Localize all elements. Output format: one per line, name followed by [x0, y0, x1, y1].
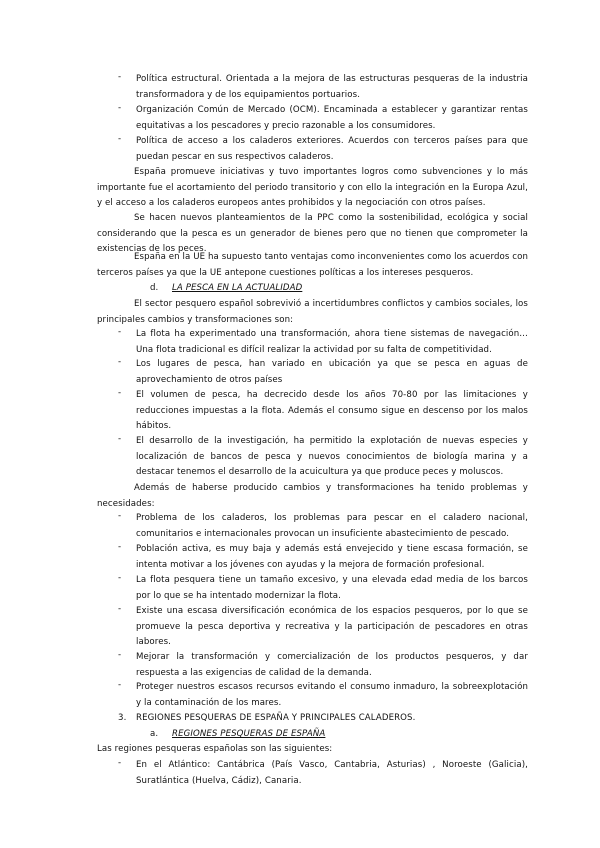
list-item: Problema de los caladeros, los problemas para pescar en el caladero nacional, comunitarios e internacionales provocan un insuficiente abastecimiento de pescado.	[136, 513, 528, 539]
list-item: Población activa, es muy baja y además está envejecido y tiene escasa formación, se intenta motivar a los jóvenes con ayudas y la mejora de formación profesional.	[136, 544, 528, 570]
list-item: El volumen de pesca, ha decrecido desde los años 70-80 por las limitaciones y reducciones impuestas a la flota. Además el consumo sigue en descenso por los malos hábitos.	[136, 390, 528, 431]
paragraph: Se hacen nuevos planteamientos de la PPC como la sostenibilidad, ecológica y social considerando que la pesca es un generador de bienes pero que no tienen que comprometer la existencias de los peces.	[97, 213, 528, 254]
paragraph: España en la UE ha supuesto tanto ventajas como inconvenientes como los acuerdos con terceros países ya que la UE antepone cuestiones políticas a los intereses pesqueros.	[97, 252, 528, 278]
bullet: -	[118, 388, 122, 398]
list-item: El desarrollo de la investigación, ha permitido la explotación de nuevas especies y localización de bancos de pesca y nuevos conocimientos de biología marina y a destacar tenemos el desarrollo de la acuicultura ya que produce peces y moluscos.	[136, 436, 528, 477]
paragraph: España promueve iniciativas y tuvo importantes logros como subvenciones y lo más importante fue el acortamiento del periodo transitorio y con ello la integración en la Europa Azul, y el acceso a los caladeros europeos antes prohibidos y la negociación con otros países.	[97, 167, 528, 208]
section-number: 3.	[118, 713, 127, 723]
bullet: -	[118, 680, 122, 690]
bullet: -	[118, 103, 122, 113]
bullet: -	[118, 758, 122, 768]
list-item: Política de acceso a los caladeros exteriores. Acuerdos con terceros países para que puedan pescar en sus respectivos caladeros.	[136, 136, 528, 162]
list-item: Los lugares de pesca, han variado en ubicación ya que se pesca en aguas de aprovechamiento de otros países	[136, 359, 528, 385]
bullet: -	[118, 434, 122, 444]
list-item: Organización Común de Mercado (OCM). Encaminada a establecer y garantizar rentas equitativas a los pescadores y precio razonable a los consumidores.	[136, 105, 528, 131]
paragraph: Las regiones pesqueras españolas son las siguientes:	[97, 744, 333, 754]
list-item: En el Atlántico: Cantábrica (País Vasco, Cantabria, Asturias) , Noroeste (Galicia), Suratlántica (Huelva, Cádiz), Canaria.	[136, 760, 528, 786]
section-letter: d.	[150, 283, 159, 293]
bullet: -	[118, 72, 122, 82]
bullet: -	[118, 604, 122, 614]
bullet: -	[118, 650, 122, 660]
bullet: -	[118, 511, 122, 521]
bullet: -	[118, 327, 122, 337]
list-item: Existe una escasa diversificación económica de los espacios pesqueros, por lo que se promueve la pesca deportiva y recreativa y la participación de pescadores en otras labores.	[136, 606, 528, 647]
list-item: Mejorar la transformación y comercialización de los productos pesqueros, y dar respuesta a las exigencias de calidad de la demanda.	[136, 652, 528, 678]
paragraph: Además de haberse producido cambios y transformaciones ha tenido problemas y necesidades:	[97, 483, 528, 509]
bullet: -	[118, 542, 122, 552]
bullet: -	[118, 357, 122, 367]
list-item: Proteger nuestros escasos recursos evitando el consumo inmaduro, la sobreexplotación y la contaminación de los mares.	[136, 682, 528, 708]
bullet: -	[118, 573, 122, 583]
bullet: -	[118, 134, 122, 144]
paragraph: El sector pesquero español sobrevivió a incertidumbres conflictos y cambios sociales, los principales cambios y transformaciones son:	[97, 299, 528, 325]
section-heading: LA PESCA EN LA ACTUALIDAD	[172, 283, 303, 293]
list-item: Política estructural. Orientada a la mejora de las estructuras pesqueras de la industria transformadora y de los equipamientos portuarios.	[136, 74, 528, 100]
list-item: La flota pesquera tiene un tamaño excesivo, y una elevada edad media de los barcos por lo que se ha intentado modernizar la flota.	[136, 575, 528, 601]
section-heading: REGIONES PESQUERAS DE ESPAÑA	[172, 729, 326, 739]
section-letter: a.	[150, 729, 159, 739]
list-item: La flota ha experimentado una transformación, ahora tiene sistemas de navegación… Una flota tradicional es difícil realizar la actividad por su falta de competitividad.	[136, 329, 528, 355]
section-heading: REGIONES PESQUERAS DE ESPAÑA Y PRINCIPALES CALADEROS.	[136, 713, 416, 723]
